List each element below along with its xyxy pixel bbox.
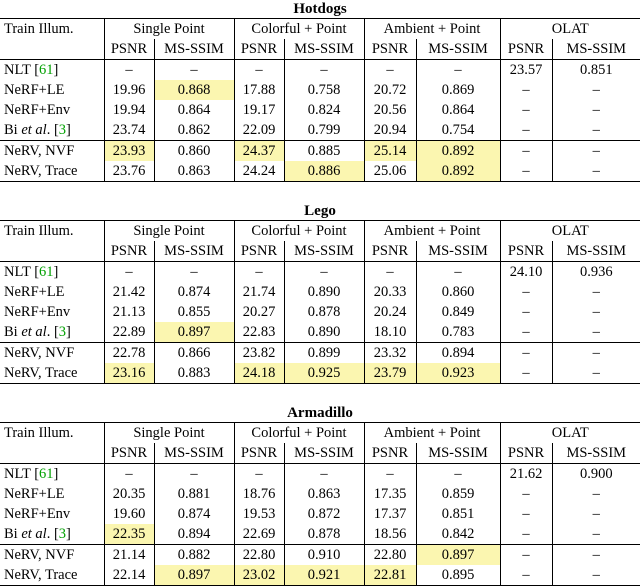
subheader-row: [0, 39, 640, 60]
msssim-cell: –: [154, 262, 234, 283]
msssim-header: MS-SSIM: [284, 39, 364, 60]
table-row: [0, 302, 640, 322]
psnr-cell: –: [364, 60, 416, 81]
msssim-cell: 0.890: [284, 322, 364, 343]
psnr-cell: 18.76: [234, 484, 284, 504]
msssim-cell: 0.783: [416, 322, 500, 343]
msssim-cell: –: [552, 282, 640, 302]
psnr-cell: 24.37: [234, 141, 284, 162]
subheader-row: [0, 241, 640, 262]
table-title: Hotdogs: [293, 1, 347, 17]
msssim-cell: 0.860: [154, 141, 234, 162]
msssim-cell: 0.872: [284, 504, 364, 524]
method-label: [0, 464, 104, 485]
msssim-header: MS-SSIM: [552, 39, 640, 60]
method-label: [0, 322, 104, 343]
method-italic: et al: [21, 122, 47, 138]
psnr-cell: 20.56: [364, 100, 416, 120]
msssim-header: MS-SSIM: [154, 39, 234, 60]
method-name: NeRF+LE: [4, 284, 65, 300]
psnr-cell: 19.96: [104, 80, 154, 100]
psnr-cell: 22.14: [104, 565, 154, 586]
msssim-cell: 0.900: [552, 464, 640, 485]
empty-header: [0, 39, 104, 60]
column-group-header: Ambient + Point: [364, 423, 500, 444]
psnr-cell: 23.57: [500, 60, 552, 81]
column-group-header: OLAT: [500, 221, 640, 242]
psnr-cell: –: [234, 60, 284, 81]
msssim-cell: 0.824: [284, 100, 364, 120]
method-name: NeRV, Trace: [4, 365, 78, 381]
method-name: NLT [: [4, 62, 40, 78]
psnr-header: PSNR: [104, 443, 154, 464]
train-illum-header: Train Illum.: [0, 19, 104, 40]
method-name: NLT [: [4, 466, 40, 482]
table-row: [0, 322, 640, 343]
psnr-cell: –: [500, 120, 552, 141]
method-mid: . [: [46, 122, 59, 138]
psnr-header: PSNR: [500, 241, 552, 262]
msssim-header: MS-SSIM: [154, 241, 234, 262]
table-row: [0, 524, 640, 545]
msssim-cell: 0.897: [154, 565, 234, 586]
citation-link[interactable]: 61: [39, 466, 54, 482]
msssim-cell: 0.897: [154, 322, 234, 343]
psnr-cell: –: [364, 464, 416, 485]
msssim-cell: 0.878: [284, 302, 364, 322]
psnr-cell: 17.37: [364, 504, 416, 524]
msssim-cell: 0.863: [154, 161, 234, 182]
psnr-cell: 23.82: [234, 343, 284, 364]
msssim-cell: –: [284, 262, 364, 283]
empty-header: [0, 241, 104, 262]
method-name: NeRF+Env: [4, 506, 71, 522]
citation-link[interactable]: 3: [58, 324, 67, 340]
msssim-cell: 0.864: [416, 100, 500, 120]
msssim-cell: 0.881: [154, 484, 234, 504]
method-name: NLT [: [4, 264, 40, 280]
msssim-cell: 0.894: [416, 343, 500, 364]
table-row: [0, 484, 640, 504]
msssim-cell: 0.864: [154, 100, 234, 120]
citation-link[interactable]: 61: [39, 264, 54, 280]
msssim-cell: –: [416, 60, 500, 81]
table-row: [0, 282, 640, 302]
table-title: Armadillo: [287, 405, 353, 421]
psnr-header: PSNR: [364, 241, 416, 262]
psnr-cell: –: [234, 464, 284, 485]
psnr-cell: 25.06: [364, 161, 416, 182]
method-label: [0, 504, 104, 524]
psnr-cell: 22.78: [104, 343, 154, 364]
method-name: NeRV, NVF: [4, 547, 75, 563]
method-suffix: ]: [66, 122, 71, 138]
method-label: [0, 161, 104, 182]
method-suffix: ]: [53, 466, 59, 482]
psnr-cell: –: [500, 524, 552, 545]
psnr-cell: 23.93: [104, 141, 154, 162]
block-gap: [0, 384, 640, 404]
msssim-header: MS-SSIM: [552, 241, 640, 262]
msssim-cell: 0.842: [416, 524, 500, 545]
msssim-cell: –: [154, 464, 234, 485]
column-group-header: Single Point: [104, 423, 234, 444]
results-table: [0, 220, 640, 384]
psnr-cell: –: [500, 141, 552, 162]
msssim-cell: –: [416, 464, 500, 485]
msssim-cell: –: [552, 100, 640, 120]
psnr-cell: 21.14: [104, 545, 154, 566]
method-suffix: ]: [53, 62, 59, 78]
msssim-cell: –: [552, 484, 640, 504]
msssim-cell: –: [154, 60, 234, 81]
table-row: [0, 504, 640, 524]
psnr-cell: 22.35: [104, 524, 154, 545]
psnr-cell: 17.88: [234, 80, 284, 100]
table-row: [0, 363, 640, 384]
table-row: [0, 545, 640, 566]
psnr-header: PSNR: [104, 39, 154, 60]
psnr-cell: 20.72: [364, 80, 416, 100]
method-label: [0, 141, 104, 162]
psnr-header: PSNR: [234, 443, 284, 464]
msssim-cell: 0.897: [416, 545, 500, 566]
psnr-header: PSNR: [104, 241, 154, 262]
msssim-header: MS-SSIM: [416, 39, 500, 60]
msssim-cell: –: [552, 504, 640, 524]
msssim-cell: 0.895: [416, 565, 500, 586]
psnr-cell: 22.80: [234, 545, 284, 566]
table-row: [0, 464, 640, 485]
msssim-cell: 0.859: [416, 484, 500, 504]
method-mid: . [: [46, 526, 59, 542]
psnr-cell: 25.14: [364, 141, 416, 162]
method-suffix: ]: [53, 264, 59, 280]
msssim-cell: –: [552, 545, 640, 566]
table-row: [0, 343, 640, 364]
msssim-cell: 0.754: [416, 120, 500, 141]
msssim-cell: –: [284, 464, 364, 485]
column-group-header: Colorful + Point: [234, 221, 364, 242]
psnr-cell: 22.81: [364, 565, 416, 586]
msssim-cell: –: [284, 60, 364, 81]
method-label: [0, 302, 104, 322]
table-title: Lego: [304, 203, 336, 219]
msssim-header: MS-SSIM: [154, 443, 234, 464]
psnr-cell: –: [500, 322, 552, 343]
citation-link[interactable]: 3: [58, 122, 67, 138]
table-row: [0, 565, 640, 586]
psnr-cell: 21.42: [104, 282, 154, 302]
psnr-cell: 19.60: [104, 504, 154, 524]
msssim-cell: 0.878: [284, 524, 364, 545]
psnr-cell: 23.79: [364, 363, 416, 384]
msssim-cell: 0.874: [154, 504, 234, 524]
msssim-cell: 0.892: [416, 141, 500, 162]
psnr-cell: –: [500, 100, 552, 120]
psnr-cell: –: [500, 504, 552, 524]
msssim-cell: –: [552, 322, 640, 343]
column-group-header: Colorful + Point: [234, 423, 364, 444]
msssim-cell: 0.868: [154, 80, 234, 100]
psnr-cell: 24.24: [234, 161, 284, 182]
psnr-cell: 20.27: [234, 302, 284, 322]
psnr-cell: 23.16: [104, 363, 154, 384]
psnr-cell: –: [500, 302, 552, 322]
method-label: [0, 545, 104, 566]
table-block: [0, 0, 640, 182]
method-suffix: ]: [66, 526, 71, 542]
method-name: NeRF+Env: [4, 304, 71, 320]
msssim-cell: –: [552, 141, 640, 162]
psnr-cell: 23.76: [104, 161, 154, 182]
method-label: [0, 565, 104, 586]
msssim-cell: 0.855: [154, 302, 234, 322]
msssim-cell: 0.866: [154, 343, 234, 364]
subheader-row: [0, 443, 640, 464]
table-row: [0, 120, 640, 141]
msssim-cell: –: [552, 363, 640, 384]
psnr-cell: –: [364, 262, 416, 283]
psnr-cell: 18.10: [364, 322, 416, 343]
psnr-cell: 23.02: [234, 565, 284, 586]
psnr-cell: 22.69: [234, 524, 284, 545]
header-row: [0, 423, 640, 444]
msssim-cell: 0.882: [154, 545, 234, 566]
block-gap: [0, 182, 640, 202]
method-name: Bi: [4, 122, 22, 138]
method-italic: et al: [21, 526, 47, 542]
method-name: NeRF+Env: [4, 102, 71, 118]
method-name: Bi: [4, 526, 22, 542]
msssim-cell: 0.862: [154, 120, 234, 141]
psnr-header: PSNR: [364, 39, 416, 60]
method-label: [0, 484, 104, 504]
method-label: [0, 100, 104, 120]
msssim-cell: –: [552, 343, 640, 364]
psnr-cell: –: [500, 484, 552, 504]
results-table: [0, 18, 640, 182]
psnr-cell: –: [500, 545, 552, 566]
column-group-header: Single Point: [104, 19, 234, 40]
msssim-cell: –: [552, 120, 640, 141]
msssim-cell: 0.851: [552, 60, 640, 81]
msssim-header: MS-SSIM: [416, 443, 500, 464]
method-name: NeRV, NVF: [4, 143, 75, 159]
table-row: [0, 60, 640, 81]
psnr-header: PSNR: [364, 443, 416, 464]
msssim-cell: –: [552, 565, 640, 586]
column-group-header: Single Point: [104, 221, 234, 242]
psnr-cell: 24.18: [234, 363, 284, 384]
train-illum-header: Train Illum.: [0, 221, 104, 242]
psnr-cell: 17.35: [364, 484, 416, 504]
train-illum-header: Train Illum.: [0, 423, 104, 444]
citation-link[interactable]: 61: [39, 62, 54, 78]
method-name: Bi: [4, 324, 22, 340]
msssim-cell: 0.863: [284, 484, 364, 504]
column-group-header: Ambient + Point: [364, 19, 500, 40]
msssim-cell: 0.921: [284, 565, 364, 586]
psnr-header: PSNR: [500, 39, 552, 60]
table-block: [0, 404, 640, 586]
table-block: [0, 202, 640, 384]
method-name: NeRV, Trace: [4, 163, 78, 179]
msssim-cell: –: [552, 302, 640, 322]
method-name: NeRV, NVF: [4, 345, 75, 361]
psnr-cell: 19.53: [234, 504, 284, 524]
method-mid: . [: [46, 324, 59, 340]
msssim-cell: –: [416, 262, 500, 283]
msssim-cell: 0.869: [416, 80, 500, 100]
msssim-cell: 0.899: [284, 343, 364, 364]
method-name: NeRV, Trace: [4, 567, 78, 583]
msssim-cell: 0.874: [154, 282, 234, 302]
msssim-cell: 0.758: [284, 80, 364, 100]
msssim-cell: 0.936: [552, 262, 640, 283]
msssim-header: MS-SSIM: [416, 241, 500, 262]
msssim-cell: 0.849: [416, 302, 500, 322]
psnr-cell: 22.83: [234, 322, 284, 343]
psnr-cell: 18.56: [364, 524, 416, 545]
psnr-cell: 20.33: [364, 282, 416, 302]
table-row: [0, 100, 640, 120]
msssim-cell: 0.925: [284, 363, 364, 384]
table-row: [0, 161, 640, 182]
psnr-cell: 21.13: [104, 302, 154, 322]
psnr-header: PSNR: [234, 39, 284, 60]
psnr-cell: 20.24: [364, 302, 416, 322]
msssim-cell: 0.910: [284, 545, 364, 566]
method-label: [0, 363, 104, 384]
psnr-cell: –: [104, 60, 154, 81]
column-group-header: Ambient + Point: [364, 221, 500, 242]
method-label: [0, 120, 104, 141]
msssim-cell: –: [552, 80, 640, 100]
msssim-cell: 0.885: [284, 141, 364, 162]
msssim-cell: –: [552, 524, 640, 545]
psnr-cell: 22.80: [364, 545, 416, 566]
msssim-cell: 0.892: [416, 161, 500, 182]
method-suffix: ]: [66, 324, 71, 340]
results-table: [0, 422, 640, 586]
method-italic: et al: [21, 324, 47, 340]
psnr-cell: 23.32: [364, 343, 416, 364]
method-label: [0, 524, 104, 545]
psnr-cell: 20.94: [364, 120, 416, 141]
psnr-cell: 21.74: [234, 282, 284, 302]
psnr-cell: –: [500, 343, 552, 364]
psnr-header: PSNR: [234, 241, 284, 262]
method-label: [0, 80, 104, 100]
psnr-cell: –: [500, 161, 552, 182]
psnr-cell: 23.74: [104, 120, 154, 141]
psnr-cell: 19.17: [234, 100, 284, 120]
psnr-cell: –: [500, 565, 552, 586]
citation-link[interactable]: 3: [58, 526, 67, 542]
psnr-header: PSNR: [500, 443, 552, 464]
psnr-cell: –: [104, 262, 154, 283]
table-row: [0, 262, 640, 283]
method-label: [0, 60, 104, 81]
psnr-cell: –: [234, 262, 284, 283]
method-name: NeRF+LE: [4, 82, 65, 98]
psnr-cell: 24.10: [500, 262, 552, 283]
method-label: [0, 282, 104, 302]
column-group-header: Colorful + Point: [234, 19, 364, 40]
psnr-cell: 22.09: [234, 120, 284, 141]
table-row: [0, 80, 640, 100]
psnr-cell: –: [500, 282, 552, 302]
psnr-cell: –: [500, 80, 552, 100]
msssim-cell: 0.851: [416, 504, 500, 524]
psnr-cell: 19.94: [104, 100, 154, 120]
psnr-cell: 20.35: [104, 484, 154, 504]
column-group-header: OLAT: [500, 19, 640, 40]
msssim-cell: 0.886: [284, 161, 364, 182]
psnr-cell: –: [104, 464, 154, 485]
method-name: NeRF+LE: [4, 486, 65, 502]
psnr-cell: –: [500, 363, 552, 384]
table-row: [0, 141, 640, 162]
msssim-cell: 0.860: [416, 282, 500, 302]
method-label: [0, 343, 104, 364]
msssim-header: MS-SSIM: [284, 241, 364, 262]
msssim-cell: 0.923: [416, 363, 500, 384]
msssim-header: MS-SSIM: [552, 443, 640, 464]
msssim-cell: 0.799: [284, 120, 364, 141]
header-row: [0, 221, 640, 242]
msssim-cell: 0.890: [284, 282, 364, 302]
column-group-header: OLAT: [500, 423, 640, 444]
psnr-cell: 21.62: [500, 464, 552, 485]
msssim-cell: 0.883: [154, 363, 234, 384]
empty-header: [0, 443, 104, 464]
msssim-header: MS-SSIM: [284, 443, 364, 464]
method-label: [0, 262, 104, 283]
msssim-cell: 0.894: [154, 524, 234, 545]
header-row: [0, 19, 640, 40]
msssim-cell: –: [552, 161, 640, 182]
psnr-cell: 22.89: [104, 322, 154, 343]
